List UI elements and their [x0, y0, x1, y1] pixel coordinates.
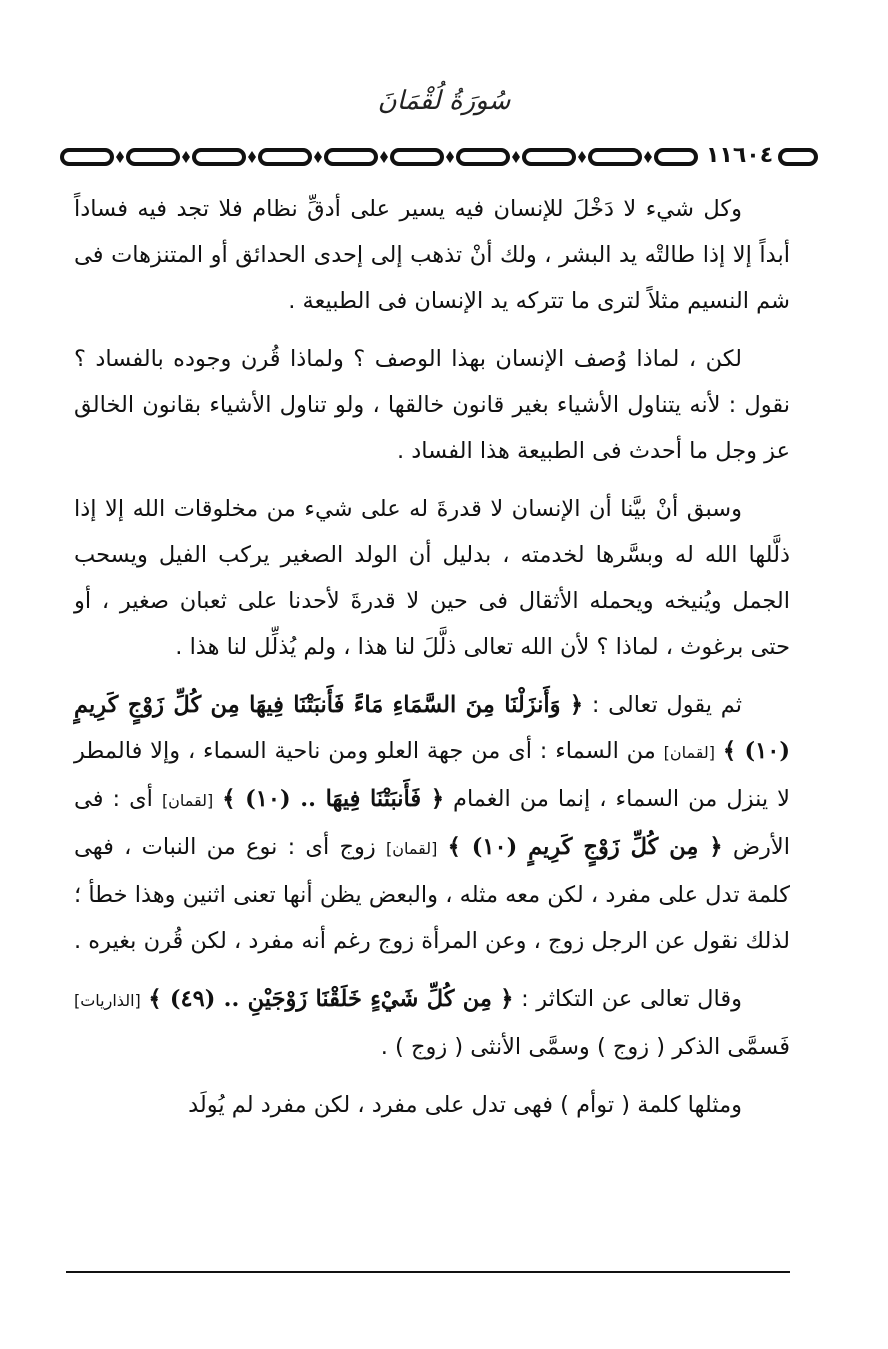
paragraph: وسبق أنْ بيَّنا أن الإنسان لا قدرةَ له على شيء من مخلوقات الله إلا إذا ذلَّلها الله له وبسَّرها لخدمته ، بدليل أن الولد الصغير يركب الفيل ويسحب الجمل ويُنيخه ويحمله الأثقال فى حين لا قدرةَ لأحدنا على ثعبان صغير ، أو حتى برغوث ، لماذا ؟ لأن الله تعالى ذلَّلَ لنا هذا ، ولم يُذلِّل لنا هذا .	[74, 496, 790, 660]
verse-reference: [لقمان]	[161, 791, 214, 810]
quran-verse: ﴿ مِن كُلِّ شَيْءٍ خَلَقْنَا زَوْجَيْنِ .. (٤٩) ﴾	[148, 986, 514, 1012]
quran-verse: ﴿ مِن كُلِّ زَوْجٍ كَرِيمٍ (١٠) ﴾	[447, 834, 723, 860]
paragraph	[74, 682, 790, 964]
body-text	[74, 186, 790, 1140]
verse-reference: [لقمان]	[386, 839, 438, 858]
quran-verse: ﴿ وَأَنزَلْنَا مِنَ السَّمَاءِ مَاءً فَأَنبَتْنَا فِيهَا مِن كُلِّ زَوْجٍ كَرِيمٍ (١٠) ﴾	[74, 692, 790, 764]
paragraph: لكن ، لماذا وُصف الإنسان بهذا الوصف ؟ ولماذا قُرن وجوده بالفساد ؟ نقول : لأنه يتناول الأشياء بغير قانون خالقها ، ولو تناول الأشياء بقانون الخالق عز وجل ما أحدث فى الطبيعة هذا الفساد .	[74, 346, 790, 464]
quran-verse: ﴿ فَأَنبَتْنَا فِيهَا .. (١٠) ﴾	[222, 786, 445, 812]
paragraph: ومثلها كلمة ( توأم ) فهى تدل على مفرد ، لكن مفرد لم يُولَد	[188, 1092, 742, 1118]
text-run: من السماء : أى من جهة العلو ومن ناحية السماء ، وإلا فالمطر لا ينزل من السماء ، إنما من الغمام	[74, 738, 790, 812]
text-run: فَسمَّى الذكر ( زوج ) وسمَّى الأنثى ( زوج ) .	[380, 1034, 790, 1060]
text-run: ثم يقول تعالى :	[583, 692, 742, 718]
text-run: وقال تعالى عن التكاثر :	[513, 986, 742, 1012]
paragraph: وكل شيء لا دَخْلَ للإنسان فيه يسير على أدقِّ نظام فلا تجد فيه فساداً أبداً إلا إذا طالتْه يد البشر ، ولك أنْ تذهب إلى إحدى الحدائق أو المتنزهات فى شم النسيم مثلاً لترى ما تتركه يد الإنسان فى الطبيعة .	[74, 196, 790, 314]
page-number: ١١٦٠٤	[706, 143, 774, 168]
paragraph	[74, 976, 790, 1070]
surah-title: سُورَةُ لُقْمَانَ	[377, 86, 511, 116]
text-run: زوج أى : نوع من النبات ، فهى كلمة تدل على مفرد ، لكن معه مثله ، والبعض يظن أنها تعنى اثنين وهذا خطأ ؛ لذلك نقول عن الرجل زوج ، وعن المرأة زوج رغم أنه مفرد ، لكن قُرن بغيره .	[74, 834, 790, 954]
text-run: أى : فى الأرض	[74, 786, 790, 860]
verse-reference: [لقمان]	[663, 743, 715, 762]
footer-rule	[66, 1271, 790, 1273]
verse-reference: [الذاريات]	[74, 991, 141, 1010]
